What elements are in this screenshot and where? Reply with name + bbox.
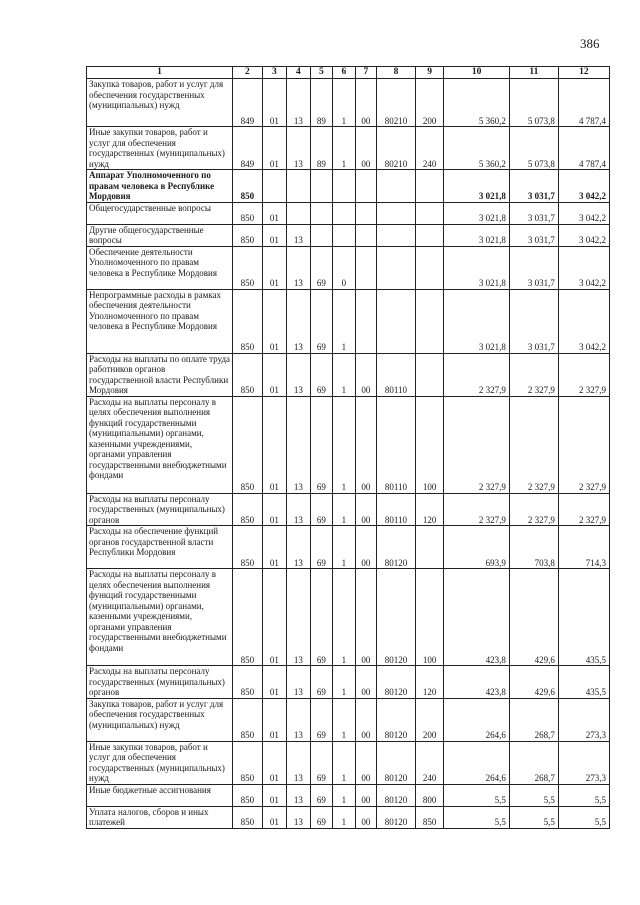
gl-code-cell: 850 [233, 741, 263, 784]
row-name-cell: Иные закупки товаров, работ и услуг для обеспечения государственных (муниципальных) нужд [87, 127, 233, 170]
expense-type-cell: 240 [415, 127, 444, 170]
amount-year-2-cell: 268,7 [509, 698, 558, 741]
amount-year-3-cell: 2 327,9 [558, 493, 609, 526]
amount-year-2-cell: 3 031,7 [509, 224, 558, 246]
row-name-cell: Расходы на выплаты персоналу государственных (муниципальных) органов [87, 666, 233, 699]
section-cell: 01 [262, 396, 287, 493]
target-article-cell [377, 289, 416, 353]
target-article-cell: 80120 [377, 569, 416, 666]
program-cell: 69 [310, 493, 332, 526]
subprogram-cell [333, 202, 355, 224]
row-name-cell: Расходы на выплаты по оплате труда работников органов государственной власти Республики Мордовия [87, 353, 233, 396]
direction-cell [355, 224, 376, 246]
amount-year-2-cell: 429,6 [509, 666, 558, 699]
program-cell [310, 202, 332, 224]
subprogram-cell: 1 [333, 784, 355, 806]
table-row [87, 202, 610, 224]
program-cell: 69 [310, 353, 332, 396]
subsection-cell: 13 [287, 784, 310, 806]
amount-year-2-cell: 3 031,7 [509, 289, 558, 353]
amount-year-1-cell: 5,5 [444, 784, 509, 806]
amount-year-1-cell: 3 021,8 [444, 202, 509, 224]
section-cell: 01 [262, 289, 287, 353]
expense-type-cell: 240 [415, 741, 444, 784]
section-cell: 01 [262, 784, 287, 806]
table-row [87, 353, 610, 396]
amount-year-3-cell: 2 327,9 [558, 353, 609, 396]
amount-year-2-cell: 429,6 [509, 569, 558, 666]
row-name-cell: Расходы на выплаты персоналу государственных (муниципальных) органов [87, 493, 233, 526]
section-cell: 01 [262, 79, 287, 127]
table-row [87, 741, 610, 784]
program-cell: 69 [310, 666, 332, 699]
gl-code-cell: 850 [233, 698, 263, 741]
target-article-cell: 80120 [377, 806, 416, 828]
amount-year-1-cell: 3 021,8 [444, 224, 509, 246]
table-row [87, 526, 610, 569]
amount-year-1-cell: 3 021,8 [444, 246, 509, 289]
amount-year-1-cell: 3 021,8 [444, 289, 509, 353]
subprogram-cell: 1 [333, 569, 355, 666]
table-row [87, 493, 610, 526]
budget-table [86, 66, 610, 829]
row-name-cell: Иные закупки товаров, работ и услуг для обеспечения государственных (муниципальных) нужд [87, 741, 233, 784]
expense-type-cell: 200 [415, 79, 444, 127]
subprogram-cell: 1 [333, 493, 355, 526]
target-article-cell: 80120 [377, 741, 416, 784]
amount-year-2-cell: 268,7 [509, 741, 558, 784]
gl-code-cell: 850 [233, 569, 263, 666]
target-article-cell: 80120 [377, 666, 416, 699]
amount-year-1-cell: 264,6 [444, 741, 509, 784]
gl-code-cell: 850 [233, 784, 263, 806]
column-number-10: 10 [444, 67, 509, 79]
subprogram-cell: 1 [333, 666, 355, 699]
subprogram-cell [333, 170, 355, 203]
subsection-cell: 13 [287, 127, 310, 170]
gl-code-cell: 850 [233, 202, 263, 224]
amount-year-2-cell: 5,5 [509, 806, 558, 828]
program-cell: 69 [310, 396, 332, 493]
column-number-6: 6 [333, 67, 355, 79]
subsection-cell: 13 [287, 698, 310, 741]
section-cell: 01 [262, 127, 287, 170]
direction-cell: 00 [355, 493, 376, 526]
table-row [87, 246, 610, 289]
gl-code-cell: 850 [233, 170, 263, 203]
table-body [87, 79, 610, 829]
target-article-cell [377, 170, 416, 203]
section-cell: 01 [262, 741, 287, 784]
row-name-cell: Аппарат Уполномоченного по правам человека в Республике Мордовия [87, 170, 233, 203]
gl-code-cell: 850 [233, 493, 263, 526]
subprogram-cell: 1 [333, 806, 355, 828]
gl-code-cell: 849 [233, 127, 263, 170]
subsection-cell: 13 [287, 79, 310, 127]
expense-type-cell [415, 224, 444, 246]
amount-year-2-cell: 5 073,8 [509, 127, 558, 170]
table-row [87, 170, 610, 203]
program-cell [310, 224, 332, 246]
amount-year-3-cell: 2 327,9 [558, 396, 609, 493]
direction-cell: 00 [355, 396, 376, 493]
subprogram-cell: 1 [333, 741, 355, 784]
amount-year-2-cell: 2 327,9 [509, 396, 558, 493]
row-name-cell: Непрограммные расходы в рамках обеспечения деятельности Уполномоченного по правам человека в Республике Мордовия [87, 289, 233, 353]
gl-code-cell: 850 [233, 396, 263, 493]
gl-code-cell: 850 [233, 353, 263, 396]
table-row [87, 127, 610, 170]
expense-type-cell: 200 [415, 698, 444, 741]
target-article-cell: 80120 [377, 526, 416, 569]
amount-year-3-cell: 4 787,4 [558, 127, 609, 170]
subprogram-cell: 1 [333, 526, 355, 569]
gl-code-cell: 850 [233, 666, 263, 699]
amount-year-1-cell: 693,9 [444, 526, 509, 569]
gl-code-cell: 850 [233, 289, 263, 353]
program-cell: 69 [310, 246, 332, 289]
subprogram-cell: 1 [333, 698, 355, 741]
amount-year-1-cell: 5 360,2 [444, 127, 509, 170]
amount-year-1-cell: 2 327,9 [444, 493, 509, 526]
gl-code-cell: 850 [233, 224, 263, 246]
direction-cell: 00 [355, 666, 376, 699]
subprogram-cell: 0 [333, 246, 355, 289]
row-name-cell: Обеспечение деятельности Уполномоченного по правам человека в Республике Мордовия [87, 246, 233, 289]
row-name-cell: Расходы на выплаты персоналу в целях обеспечения выполнения функций государственными (муниципальными) органами, казенными учреждениями, органами управления государственными внебюджетными фондами [87, 569, 233, 666]
direction-cell: 00 [355, 79, 376, 127]
subprogram-cell: 1 [333, 127, 355, 170]
expense-type-cell: 120 [415, 666, 444, 699]
amount-year-1-cell: 423,8 [444, 569, 509, 666]
amount-year-2-cell: 3 031,7 [509, 202, 558, 224]
table-row [87, 396, 610, 493]
section-cell: 01 [262, 698, 287, 741]
program-cell: 89 [310, 127, 332, 170]
direction-cell [355, 246, 376, 289]
amount-year-3-cell: 273,3 [558, 698, 609, 741]
target-article-cell [377, 224, 416, 246]
column-number-2: 2 [233, 67, 263, 79]
expense-type-cell [415, 202, 444, 224]
expense-type-cell: 850 [415, 806, 444, 828]
row-name-cell: Расходы на обеспечение функций органов государственной власти Республики Мордовия [87, 526, 233, 569]
subsection-cell [287, 170, 310, 203]
amount-year-1-cell: 2 327,9 [444, 396, 509, 493]
row-name-cell: Закупка товаров, работ и услуг для обеспечения государственных (муниципальных) нужд [87, 79, 233, 127]
target-article-cell: 80120 [377, 698, 416, 741]
direction-cell: 00 [355, 353, 376, 396]
amount-year-2-cell: 2 327,9 [509, 493, 558, 526]
table-row [87, 784, 610, 806]
subsection-cell: 13 [287, 396, 310, 493]
amount-year-3-cell: 3 042,2 [558, 246, 609, 289]
expense-type-cell: 800 [415, 784, 444, 806]
section-cell: 01 [262, 806, 287, 828]
table-row [87, 289, 610, 353]
program-cell: 69 [310, 569, 332, 666]
gl-code-cell: 849 [233, 79, 263, 127]
subsection-cell: 13 [287, 526, 310, 569]
expense-type-cell [415, 170, 444, 203]
amount-year-3-cell: 4 787,4 [558, 79, 609, 127]
gl-code-cell: 850 [233, 806, 263, 828]
amount-year-2-cell: 703,8 [509, 526, 558, 569]
amount-year-2-cell: 2 327,9 [509, 353, 558, 396]
amount-year-3-cell: 3 042,2 [558, 170, 609, 203]
table-row [87, 569, 610, 666]
amount-year-1-cell: 264,6 [444, 698, 509, 741]
direction-cell: 00 [355, 127, 376, 170]
program-cell: 69 [310, 526, 332, 569]
amount-year-3-cell: 435,5 [558, 569, 609, 666]
column-number-11: 11 [509, 67, 558, 79]
column-number-4: 4 [287, 67, 310, 79]
target-article-cell [377, 246, 416, 289]
amount-year-2-cell: 3 031,7 [509, 246, 558, 289]
gl-code-cell: 850 [233, 246, 263, 289]
target-article-cell [377, 202, 416, 224]
table-row [87, 806, 610, 828]
direction-cell [355, 202, 376, 224]
section-cell: 01 [262, 246, 287, 289]
program-cell: 69 [310, 698, 332, 741]
direction-cell [355, 289, 376, 353]
row-name-cell: Уплата налогов, сборов и иных платежей [87, 806, 233, 828]
direction-cell: 00 [355, 806, 376, 828]
gl-code-cell: 850 [233, 526, 263, 569]
amount-year-1-cell: 5 360,2 [444, 79, 509, 127]
direction-cell [355, 170, 376, 203]
subsection-cell: 13 [287, 224, 310, 246]
subsection-cell: 13 [287, 493, 310, 526]
table-row [87, 224, 610, 246]
subprogram-cell: 1 [333, 396, 355, 493]
section-cell: 01 [262, 569, 287, 666]
program-cell: 69 [310, 806, 332, 828]
section-cell: 01 [262, 353, 287, 396]
subsection-cell: 13 [287, 569, 310, 666]
amount-year-3-cell: 5,5 [558, 806, 609, 828]
column-number-9: 9 [415, 67, 444, 79]
row-name-cell: Общегосударственные вопросы [87, 202, 233, 224]
expense-type-cell [415, 526, 444, 569]
row-name-cell: Расходы на выплаты персоналу в целях обеспечения выполнения функций государственными (муниципальными) органами, казенными учреждениями, органами управления государственными внебюджетными фондами [87, 396, 233, 493]
target-article-cell: 80210 [377, 79, 416, 127]
subsection-cell: 13 [287, 666, 310, 699]
subsection-cell: 13 [287, 353, 310, 396]
direction-cell: 00 [355, 569, 376, 666]
subprogram-cell: 1 [333, 79, 355, 127]
section-cell [262, 170, 287, 203]
program-cell [310, 170, 332, 203]
target-article-cell: 80120 [377, 784, 416, 806]
table-row [87, 79, 610, 127]
target-article-cell: 80110 [377, 493, 416, 526]
table-row [87, 698, 610, 741]
direction-cell: 00 [355, 784, 376, 806]
subprogram-cell: 1 [333, 353, 355, 396]
expense-type-cell [415, 246, 444, 289]
subprogram-cell [333, 224, 355, 246]
amount-year-3-cell: 273,3 [558, 741, 609, 784]
subsection-cell: 13 [287, 806, 310, 828]
expense-type-cell [415, 289, 444, 353]
section-cell: 01 [262, 666, 287, 699]
target-article-cell: 80210 [377, 127, 416, 170]
column-number-7: 7 [355, 67, 376, 79]
amount-year-3-cell: 3 042,2 [558, 289, 609, 353]
column-number-12: 12 [558, 67, 609, 79]
amount-year-3-cell: 714,3 [558, 526, 609, 569]
column-number-row [87, 67, 610, 79]
direction-cell: 00 [355, 526, 376, 569]
program-cell: 89 [310, 79, 332, 127]
amount-year-1-cell: 423,8 [444, 666, 509, 699]
amount-year-3-cell: 3 042,2 [558, 224, 609, 246]
program-cell: 69 [310, 289, 332, 353]
section-cell: 01 [262, 202, 287, 224]
row-name-cell: Другие общегосударственные вопросы [87, 224, 233, 246]
direction-cell: 00 [355, 741, 376, 784]
table-row [87, 666, 610, 699]
target-article-cell: 80110 [377, 396, 416, 493]
subsection-cell: 13 [287, 741, 310, 784]
amount-year-3-cell: 5,5 [558, 784, 609, 806]
column-number-1: 1 [87, 67, 233, 79]
expense-type-cell: 100 [415, 396, 444, 493]
subsection-cell: 13 [287, 246, 310, 289]
amount-year-3-cell: 435,5 [558, 666, 609, 699]
expense-type-cell [415, 353, 444, 396]
amount-year-1-cell: 2 327,9 [444, 353, 509, 396]
column-number-3: 3 [262, 67, 287, 79]
target-article-cell: 80110 [377, 353, 416, 396]
page-number: 386 [580, 36, 600, 51]
amount-year-1-cell: 5,5 [444, 806, 509, 828]
section-cell: 01 [262, 224, 287, 246]
row-name-cell: Иные бюджетные ассигнования [87, 784, 233, 806]
amount-year-2-cell: 5 073,8 [509, 79, 558, 127]
amount-year-3-cell: 3 042,2 [558, 202, 609, 224]
section-cell: 01 [262, 526, 287, 569]
row-name-cell: Закупка товаров, работ и услуг для обеспечения государственных (муниципальных) нужд [87, 698, 233, 741]
program-cell: 69 [310, 784, 332, 806]
column-number-5: 5 [310, 67, 332, 79]
program-cell: 69 [310, 741, 332, 784]
column-number-8: 8 [377, 67, 416, 79]
expense-type-cell: 100 [415, 569, 444, 666]
amount-year-1-cell: 3 021,8 [444, 170, 509, 203]
subsection-cell: 13 [287, 289, 310, 353]
section-cell: 01 [262, 493, 287, 526]
amount-year-2-cell: 3 031,7 [509, 170, 558, 203]
expense-type-cell: 120 [415, 493, 444, 526]
amount-year-2-cell: 5,5 [509, 784, 558, 806]
direction-cell: 00 [355, 698, 376, 741]
subprogram-cell: 1 [333, 289, 355, 353]
subsection-cell [287, 202, 310, 224]
